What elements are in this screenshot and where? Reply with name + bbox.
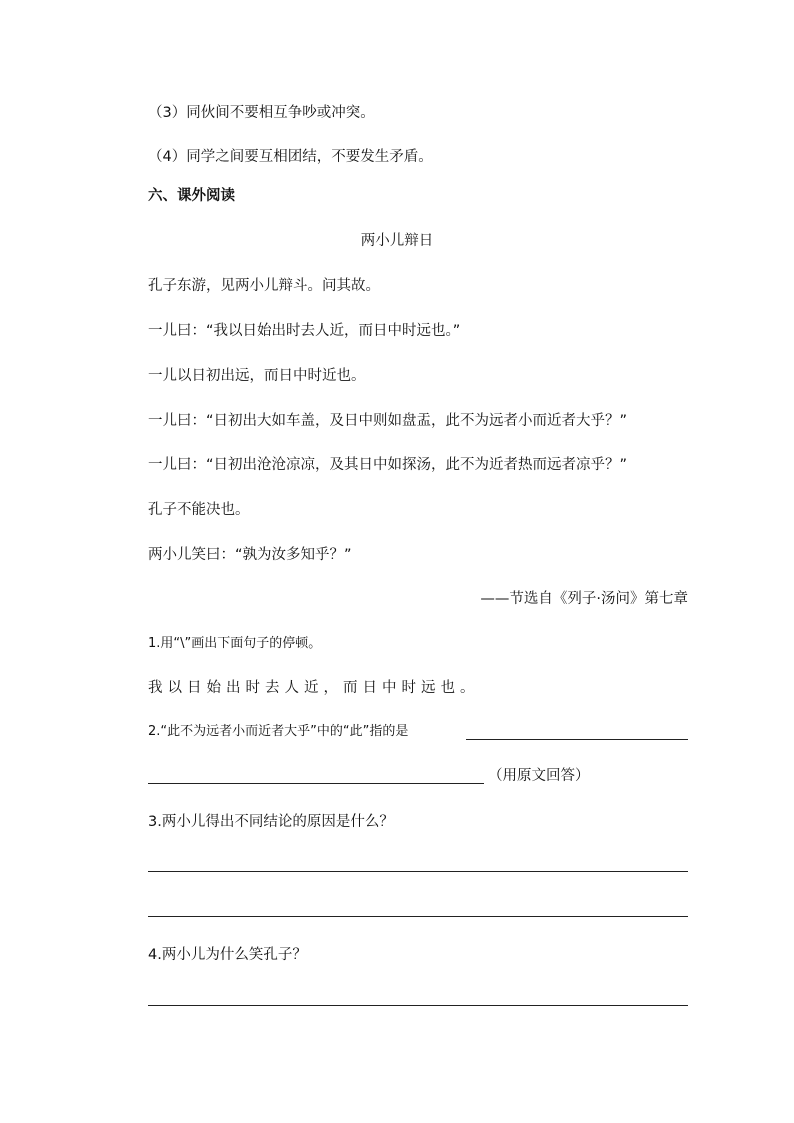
question-1: 1.用“\”画出下面句子的停顿。 <box>148 636 322 651</box>
passage-line: 孔子东游，见两小儿辩斗。问其故。 <box>148 278 380 294</box>
answer-blank[interactable] <box>148 783 484 784</box>
passage-line: 一儿曰：“我以日始出时去人近，而日中时远也。” <box>148 323 461 339</box>
question-4: 4.两小儿为什么笑孔子？ <box>148 947 307 963</box>
passage-line: 两小儿笑曰：“孰为汝多知乎？” <box>148 547 352 563</box>
passage-line: 一儿曰：“日初出沧沧凉凉，及其日中如探汤，此不为近者热而远者凉乎？” <box>148 457 628 473</box>
passage-line: 一儿以日初出远，而日中时近也。 <box>148 368 366 384</box>
list-item-4: （4）同学之间要互相团结，不要发生矛盾。 <box>148 149 433 165</box>
question-3: 3.两小儿得出不同结论的原因是什么？ <box>148 814 394 830</box>
passage-line: 孔子不能决也。 <box>148 502 250 518</box>
question-2-suffix: （用原文回答） <box>488 768 590 784</box>
passage-line: 一儿曰：“日初出大如车盖，及日中则如盘盂，此不为远者小而近者大乎？” <box>148 413 628 429</box>
passage-title: 两小儿辩日 <box>360 233 434 249</box>
question-1-sentence: 我以日始出时去人近，而日中时远也。 <box>148 680 480 696</box>
answer-line[interactable] <box>148 916 688 917</box>
answer-line[interactable] <box>148 1005 688 1006</box>
answer-blank[interactable] <box>466 739 688 740</box>
list-item-3: （3）同伙间不要相互争吵或冲突。 <box>148 105 375 121</box>
answer-line[interactable] <box>148 871 688 872</box>
question-2: 2.“此不为远者小而近者大乎”中的“此”指的是 <box>148 724 409 739</box>
section-heading: 六、课外阅读 <box>148 188 235 204</box>
passage-source: ——节选自《列子·汤问》第七章 <box>480 591 688 607</box>
